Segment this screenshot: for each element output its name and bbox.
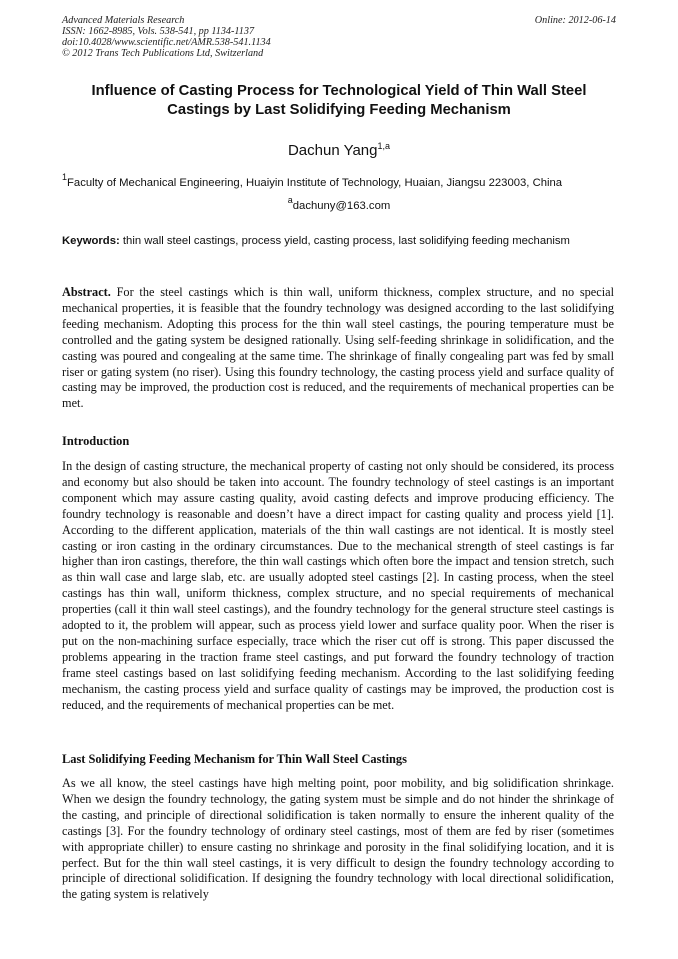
author-line (50, 141, 628, 161)
email-address[interactable]: dachuny@163.com (292, 200, 391, 212)
title-line-1: Influence of Casting Process for Technological Yield of Thin Wall Steel (91, 83, 587, 99)
email-line (50, 195, 628, 214)
keywords-label: Keywords: (62, 235, 120, 247)
affiliation-text: Faculty of Mechanical Engineering, Huaiyin Institute of Technology, Huaian, Jiangsu 223003, China (67, 177, 563, 189)
introduction-paragraph: In the design of casting structure, the mechanical property of casting not only should be considered, its process and economy but also should be taken into account. The foundry technology of steel castings is an important component which may assure casting quality, avoid casting defects and improve producing efficiency. The foundry technology is reasonable and doesn’t have a direct impact for casting quality and process yield [1]. According to the different application, materials of the thin wall castings are not identical. It is mostly steel casting or iron casting in the ordinary circumstances. Due to the mechanical strength of steel castings is far higher than iron castings, therefore, the thin wall castings which often bore the impact and tension stretch, such as thin wall case and large slab, etc. are usually adopted steel castings [2]. In casting process, when the steel castings has thin wall, uniform thickness, complex structure, and no special requirements of mechanical properties (call it thin wall steel castings), and the foundry technology for the general structure steel castings is adopted to it, the problem will appear, such as process yield lower and surface quality poor. When the riser is put on the non-machining surface especially, trace which the riser cut off is strong. This paper discussed the problems appearing in the traction frame steel castings, and put forward the foundry technology of traction frame steel castings based on last solidifying feeding mechanism. According to the last solidifying feeding mechanism, the casting process yield and surface quality of castings may be improved, the production cost is reduced, and the requirements of mechanical properties can be met. (62, 459, 614, 712)
section-paragraph: As we all know, the steel castings have high melting point, poor mobility, and big solidification shrinkage. When we design the foundry technology, the gating system must be simple and do not hinder the shrinkage of the casting, and principle of directional solidification is taken normally to ensure the inherent quality of the castings [3]. For the foundry technology of ordinary steel castings, most of them are fed by riser (sometimes with appropriate chiller) to ensure casting no shrinkage and porosity in the final solidifying location, and it is perfect. But for the thin wall steel castings, it is very difficult to design the foundry technology according to principle of directional solidification. If designing the foundry technology with local directional solidification, the gating system is relatively (62, 776, 614, 902)
keywords-text: thin wall steel castings, process yield, casting process, last solidifying feeding mechanism (122, 235, 570, 247)
journal-header (62, 15, 616, 59)
paper-title (50, 82, 628, 120)
author-superscript: 1,a (377, 141, 391, 151)
abstract (62, 285, 614, 412)
introduction-heading: Introduction (62, 434, 130, 448)
doi-line[interactable]: doi:10.4028/www.scientific.net/AMR.538-541.1134 (62, 37, 271, 49)
abstract-text: For the steel castings which is thin wall, uniform thickness, complex structure, and no special mechanical properties, it is feasible that the foundry technology was designed according to the last solidifying feeding mechanism. Adopting this process for the thin wall steel castings, the pouring temperature must be controlled and the gating system be designed rationally. Using self-feeding shrinkage in solidification, and the casting was poured and congealing at the same time. The shrinkage of finally congealing part was fed by small riser or gating system (no riser). Using this foundry technology, the casting process yield and surface quality of casting may be improved, the production cost is reduced, and the requirements of mechanical properties can be met. (62, 285, 614, 411)
keywords (62, 234, 614, 249)
email-superscript: a (287, 195, 293, 205)
affiliation (62, 172, 622, 191)
issn-line: ISSN: 1662-8985, Vols. 538-541, pp 1134-1137 (62, 26, 255, 38)
online-date: Online: 2012-06-14 (534, 15, 616, 26)
section-heading: Last Solidifying Feeding Mechanism for Thin Wall Steel Castings (62, 752, 407, 766)
author-name: Dachun Yang (287, 142, 378, 159)
journal-name: Advanced Materials Research (62, 15, 185, 26)
abstract-label: Abstract. (62, 285, 111, 299)
title-line-2: Castings by Last Solidifying Feeding Mechanism (167, 102, 511, 118)
copyright-line: © 2012 Trans Tech Publications Ltd, Switzerland (62, 48, 264, 60)
affiliation-superscript: 1 (62, 172, 68, 182)
